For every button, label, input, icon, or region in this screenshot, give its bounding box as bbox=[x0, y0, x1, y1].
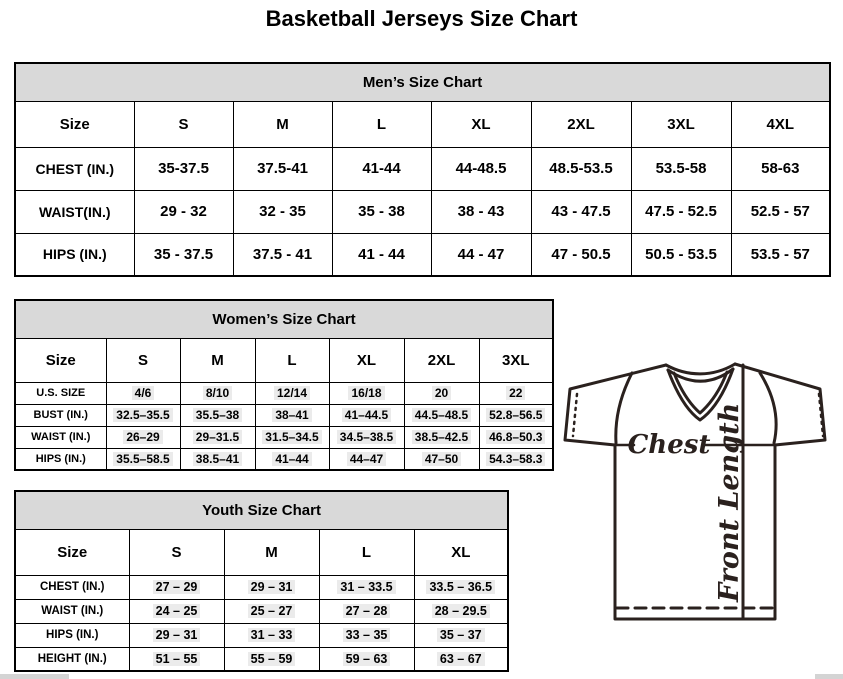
youth-cell bbox=[414, 623, 508, 647]
womens-cell bbox=[479, 382, 553, 404]
womens-cell-value: 22 bbox=[506, 386, 525, 400]
womens-cell bbox=[404, 426, 479, 448]
youth-row-label: CHEST (IN.) bbox=[15, 575, 129, 599]
youth-cell-value: 27 – 28 bbox=[343, 604, 391, 618]
youth-hips-row bbox=[15, 623, 508, 647]
youth-cell bbox=[319, 647, 414, 671]
youth-col-header: L bbox=[319, 529, 414, 575]
womens-bust-row bbox=[15, 404, 553, 426]
womens-cell-value: 35.5–58.5 bbox=[113, 452, 172, 466]
womens-cell bbox=[106, 404, 180, 426]
womens-cell-value: 20 bbox=[432, 386, 451, 400]
youth-cell bbox=[414, 575, 508, 599]
mens-cell: 37.5 - 41 bbox=[233, 233, 332, 276]
mens-cell: 44 - 47 bbox=[431, 233, 531, 276]
youth-cell-value: 33.5 – 36.5 bbox=[426, 580, 495, 594]
womens-cell-value: 29–31.5 bbox=[193, 430, 242, 444]
mens-row-label: WAIST(IN.) bbox=[15, 190, 134, 233]
youth-cell-value: 51 – 55 bbox=[153, 652, 201, 666]
womens-cell bbox=[479, 448, 553, 470]
youth-cell-value: 25 – 27 bbox=[248, 604, 296, 618]
youth-col-header: XL bbox=[414, 529, 508, 575]
youth-cell-value: 28 – 29.5 bbox=[432, 604, 490, 618]
womens-cell bbox=[329, 426, 404, 448]
youth-cell bbox=[414, 647, 508, 671]
mens-cell: 41-44 bbox=[332, 147, 431, 190]
mens-table-title: Men’s Size Chart bbox=[15, 63, 830, 101]
womens-cell bbox=[180, 382, 255, 404]
mens-col-header: M bbox=[233, 101, 332, 147]
mens-size-table bbox=[14, 62, 831, 277]
womens-cell bbox=[329, 382, 404, 404]
womens-cell-value: 41–44 bbox=[272, 452, 311, 466]
youth-cell bbox=[319, 599, 414, 623]
page-title: Basketball Jerseys Size Chart bbox=[265, 6, 578, 31]
chest-label: Chest bbox=[627, 430, 711, 460]
womens-ussize-row bbox=[15, 382, 553, 404]
womens-cell bbox=[255, 426, 329, 448]
womens-cell bbox=[329, 448, 404, 470]
youth-cell-value: 29 – 31 bbox=[153, 628, 201, 642]
womens-cell-value: 35.5–38 bbox=[193, 408, 242, 422]
womens-cell bbox=[404, 382, 479, 404]
womens-cell bbox=[329, 404, 404, 426]
mens-table-title-row bbox=[15, 63, 830, 101]
womens-size-header-row bbox=[15, 338, 553, 382]
womens-col-header: S bbox=[106, 338, 180, 382]
womens-cell bbox=[255, 404, 329, 426]
mens-col-header: L bbox=[332, 101, 431, 147]
youth-cell-value: 24 – 25 bbox=[153, 604, 201, 618]
mens-col-header: S bbox=[134, 101, 233, 147]
youth-cell bbox=[319, 623, 414, 647]
womens-cell-value: 54.3–58.3 bbox=[486, 452, 545, 466]
mens-col-header: 4XL bbox=[731, 101, 830, 147]
youth-cell-value: 35 – 37 bbox=[437, 628, 485, 642]
womens-row-label: HIPS (IN.) bbox=[15, 448, 106, 470]
mens-col-header: XL bbox=[431, 101, 531, 147]
youth-cell bbox=[224, 647, 319, 671]
mens-cell: 47.5 - 52.5 bbox=[631, 190, 731, 233]
youth-cell bbox=[319, 575, 414, 599]
youth-cell-value: 31 – 33.5 bbox=[337, 580, 395, 594]
youth-cell bbox=[129, 575, 224, 599]
youth-col-header: Size bbox=[15, 529, 129, 575]
womens-cell-value: 32.5–35.5 bbox=[113, 408, 172, 422]
youth-size-table bbox=[14, 490, 509, 672]
womens-table-title-row bbox=[15, 300, 553, 338]
womens-col-header: M bbox=[180, 338, 255, 382]
jersey-outline bbox=[565, 364, 825, 619]
womens-cell bbox=[106, 426, 180, 448]
womens-cell-value: 34.5–38.5 bbox=[337, 430, 396, 444]
womens-cell bbox=[479, 426, 553, 448]
womens-cell-value: 41–44.5 bbox=[342, 408, 391, 422]
bottom-right-artifact bbox=[815, 674, 843, 679]
womens-cell-value: 26–29 bbox=[123, 430, 162, 444]
youth-cell-value: 33 – 35 bbox=[343, 628, 391, 642]
mens-cell: 41 - 44 bbox=[332, 233, 431, 276]
womens-size-table bbox=[14, 299, 554, 471]
womens-cell bbox=[106, 448, 180, 470]
youth-cell-value: 59 – 63 bbox=[343, 652, 391, 666]
bottom-left-artifact bbox=[0, 674, 69, 679]
youth-table-title-row bbox=[15, 491, 508, 529]
youth-waist-row bbox=[15, 599, 508, 623]
youth-cell-value: 31 – 33 bbox=[248, 628, 296, 642]
womens-cell bbox=[479, 404, 553, 426]
mens-row-label: CHEST (IN.) bbox=[15, 147, 134, 190]
mens-col-header: 2XL bbox=[531, 101, 631, 147]
womens-cell-value: 38.5–42.5 bbox=[412, 430, 471, 444]
youth-height-row bbox=[15, 647, 508, 671]
womens-row-label: BUST (IN.) bbox=[15, 404, 106, 426]
womens-hips-row bbox=[15, 448, 553, 470]
youth-cell-value: 29 – 31 bbox=[248, 580, 296, 594]
mens-cell: 58-63 bbox=[731, 147, 830, 190]
womens-cell bbox=[180, 404, 255, 426]
womens-table-title: Women’s Size Chart bbox=[15, 300, 553, 338]
mens-cell: 43 - 47.5 bbox=[531, 190, 631, 233]
youth-cell bbox=[224, 623, 319, 647]
mens-cell: 52.5 - 57 bbox=[731, 190, 830, 233]
womens-row-label: U.S. SIZE bbox=[15, 382, 106, 404]
mens-hips-row bbox=[15, 233, 830, 276]
youth-col-header: M bbox=[224, 529, 319, 575]
mens-waist-row bbox=[15, 190, 830, 233]
youth-chest-row bbox=[15, 575, 508, 599]
womens-cell bbox=[106, 382, 180, 404]
womens-cell bbox=[255, 448, 329, 470]
mens-col-header: Size bbox=[15, 101, 134, 147]
womens-cell bbox=[180, 448, 255, 470]
womens-cell-value: 31.5–34.5 bbox=[262, 430, 321, 444]
youth-cell-value: 27 – 29 bbox=[153, 580, 201, 594]
womens-col-header: L bbox=[255, 338, 329, 382]
youth-row-label: HEIGHT (IN.) bbox=[15, 647, 129, 671]
mens-cell: 37.5-41 bbox=[233, 147, 332, 190]
mens-cell: 47 - 50.5 bbox=[531, 233, 631, 276]
womens-col-header: 2XL bbox=[404, 338, 479, 382]
mens-cell: 50.5 - 53.5 bbox=[631, 233, 731, 276]
womens-cell-value: 52.8–56.5 bbox=[486, 408, 545, 422]
womens-cell bbox=[404, 448, 479, 470]
womens-col-header: XL bbox=[329, 338, 404, 382]
womens-cell bbox=[255, 382, 329, 404]
mens-cell: 29 - 32 bbox=[134, 190, 233, 233]
youth-cell-value: 63 – 67 bbox=[437, 652, 485, 666]
womens-waist-row bbox=[15, 426, 553, 448]
womens-cell-value: 47–50 bbox=[422, 452, 461, 466]
jersey-right-sleeve-seam bbox=[760, 373, 776, 443]
mens-cell: 48.5-53.5 bbox=[531, 147, 631, 190]
youth-size-header-row bbox=[15, 529, 508, 575]
womens-col-header: 3XL bbox=[479, 338, 553, 382]
mens-cell: 53.5 - 57 bbox=[731, 233, 830, 276]
youth-cell bbox=[224, 599, 319, 623]
womens-cell-value: 16/18 bbox=[348, 386, 384, 400]
womens-cell bbox=[180, 426, 255, 448]
womens-cell-value: 46.8–50.3 bbox=[486, 430, 545, 444]
youth-cell bbox=[129, 647, 224, 671]
youth-col-header: S bbox=[129, 529, 224, 575]
front-length-label: Front Length bbox=[714, 402, 745, 602]
youth-cell bbox=[414, 599, 508, 623]
youth-row-label: WAIST (IN.) bbox=[15, 599, 129, 623]
mens-size-header-row bbox=[15, 101, 830, 147]
mens-cell: 35 - 37.5 bbox=[134, 233, 233, 276]
mens-col-header: 3XL bbox=[631, 101, 731, 147]
womens-cell-value: 38.5–41 bbox=[193, 452, 242, 466]
womens-cell-value: 8/10 bbox=[203, 386, 232, 400]
youth-row-label: HIPS (IN.) bbox=[15, 623, 129, 647]
jersey-collar-top bbox=[666, 364, 735, 374]
mens-chest-row bbox=[15, 147, 830, 190]
womens-cell bbox=[404, 404, 479, 426]
mens-cell: 35-37.5 bbox=[134, 147, 233, 190]
youth-cell bbox=[224, 575, 319, 599]
mens-cell: 32 - 35 bbox=[233, 190, 332, 233]
mens-row-label: HIPS (IN.) bbox=[15, 233, 134, 276]
womens-row-label: WAIST (IN.) bbox=[15, 426, 106, 448]
youth-cell-value: 55 – 59 bbox=[248, 652, 296, 666]
youth-cell bbox=[129, 599, 224, 623]
womens-cell-value: 12/14 bbox=[274, 386, 310, 400]
youth-cell bbox=[129, 623, 224, 647]
womens-cell-value: 4/6 bbox=[132, 386, 155, 400]
womens-cell-value: 38–41 bbox=[272, 408, 311, 422]
youth-table-title: Youth Size Chart bbox=[15, 491, 508, 529]
jersey-left-cuff-dashes bbox=[573, 394, 577, 436]
womens-col-header: Size bbox=[15, 338, 106, 382]
mens-cell: 38 - 43 bbox=[431, 190, 531, 233]
womens-cell-value: 44–47 bbox=[347, 452, 386, 466]
jersey-measurement-diagram bbox=[556, 356, 840, 628]
mens-cell: 44-48.5 bbox=[431, 147, 531, 190]
womens-cell-value: 44.5–48.5 bbox=[412, 408, 471, 422]
mens-cell: 53.5-58 bbox=[631, 147, 731, 190]
mens-cell: 35 - 38 bbox=[332, 190, 431, 233]
